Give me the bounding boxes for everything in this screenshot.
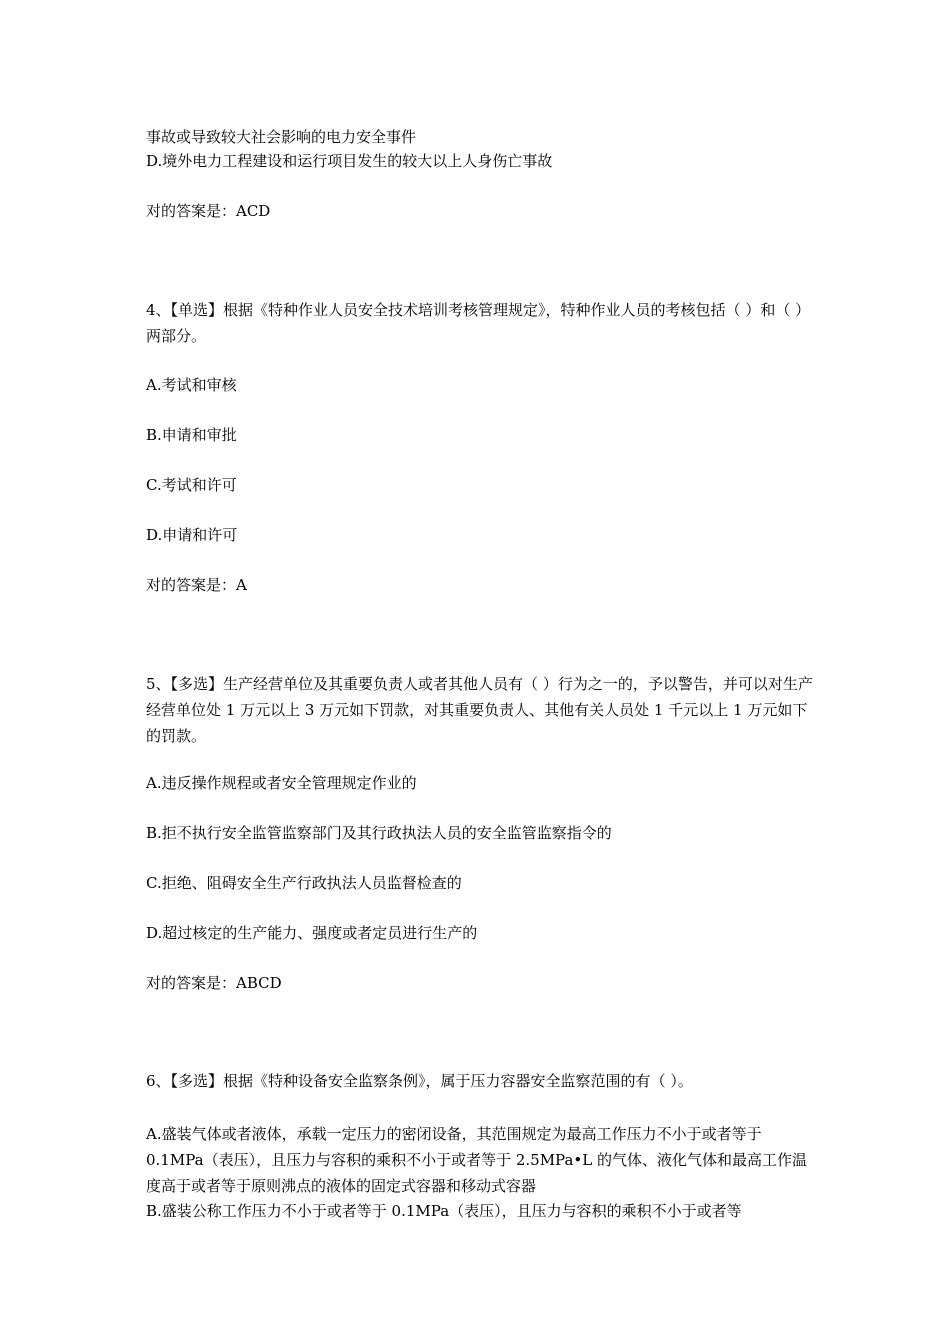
q4-option-c: C.考试和许可 xyxy=(146,476,237,494)
q3-answer: 对的答案是：ACD xyxy=(146,202,271,220)
q4-option-a: A.考试和审核 xyxy=(146,376,237,394)
q5-stem: 5、【多选】生产经营单位及其重要负责人或者其他人员有（ ）行为之一的，予以警告，并可以对生产经营单位处 1 万元以上 3 万元如下罚款，对其重要负责人、其他有关人员处 1 千元以上 1 万元如下的罚款。 xyxy=(146,675,813,745)
q6-option-a: A.盛装气体或者液体，承载一定压力的密闭设备，其范围规定为最高工作压力不小于或者等于 0.1MPa（表压），且压力与容积的乘积不小于或者等于 2.5MPa•L 的气体、液化气体和最高工作温度高于或者等于原则沸点的液体的固定式容器和移动式容器 xyxy=(146,1125,807,1195)
q4-answer: 对的答案是：A xyxy=(146,576,247,594)
q4-option-d: D.申请和许可 xyxy=(146,526,238,544)
q6-option-b: B.盛装公称工作压力不小于或者等于 0.1MPa（表压），且压力与容积的乘积不小于或者等 xyxy=(146,1202,742,1220)
q5-option-b: B.拒不执行安全监管监察部门及其行政执法人员的安全监管监察指令的 xyxy=(146,824,612,842)
q3-option-d: D.境外电力工程建设和运行项目发生的较大以上人身伤亡事故 xyxy=(146,152,553,170)
q4-option-b: B.申请和审批 xyxy=(146,426,237,444)
q3-option-c-continuation: 事故或导致较大社会影响的电力安全事件 xyxy=(146,128,417,146)
q5-option-c: C.拒绝、阻碍安全生产行政执法人员监督检查的 xyxy=(146,874,462,892)
q5-option-a: A.违反操作规程或者安全管理规定作业的 xyxy=(146,774,417,792)
q5-answer: 对的答案是：ABCD xyxy=(146,974,282,992)
q6-stem: 6、【多选】根据《特种设备安全监察条例》，属于压力容器安全监察范围的有（ ）。 xyxy=(146,1072,693,1090)
q4-stem: 4、【单选】根据《特种作业人员安全技术培训考核管理规定》，特种作业人员的考核包括（ ）和（ ）两部分。 xyxy=(146,301,811,345)
q5-option-d: D.超过核定的生产能力、强度或者定员进行生产的 xyxy=(146,924,478,942)
